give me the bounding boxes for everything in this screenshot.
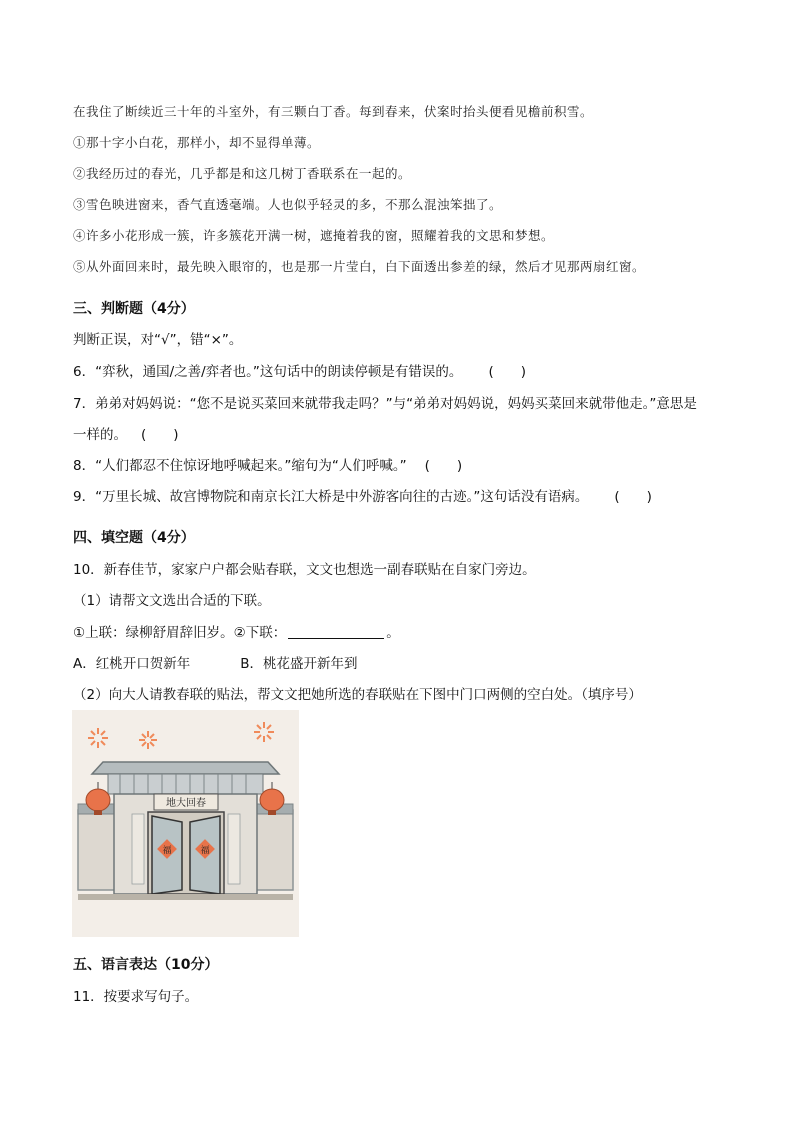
- svg-text:福: 福: [162, 846, 172, 856]
- option-a[interactable]: A．红桃开口贺新年: [73, 656, 191, 672]
- couplet-prefix: ①上联：绿柳舒眉辞旧岁。②下联：: [73, 625, 287, 641]
- question-10: 10．新春佳节，家家户户都会贴春联，文文也想选一副春联贴在自家门旁边。: [73, 562, 536, 578]
- reading-item-5: ⑤从外面回来时，最先映入眼帘的，也是那一片莹白，白下面透出参差的绿，然后才见那两扇红窗。: [73, 259, 646, 274]
- question-7-text: 一样的。: [73, 427, 127, 443]
- question-8-text: 8．“人们都忍不住惊讶地呼喊起来。”缩句为“人们呼喊。”: [73, 458, 407, 474]
- gate-illustration: [72, 710, 299, 937]
- question-9-text: 9．“万里长城、故宫博物院和南京长江大桥是中外游客向往的古迹。”这句话没有语病。: [73, 489, 589, 505]
- question-7-line-2: [73, 425, 179, 445]
- answer-paren-9[interactable]: ( ): [614, 489, 652, 505]
- couplet-line: [73, 623, 400, 643]
- reading-item-2: ②我经历过的春光，几乎都是和这几树丁香联系在一起的。: [73, 166, 412, 181]
- reading-intro: 在我住了断续近三十年的斗室外，有三颗白丁香。每到春来，伏案时抬头便看见檐前积雪。: [73, 104, 594, 119]
- question-10-part-2: （2）向大人请教春联的贴法，帮文文把她所选的春联贴在下图中门口两侧的空白处。（填序号）: [73, 687, 642, 703]
- answer-paren-7[interactable]: ( ): [141, 427, 179, 443]
- couplet-options: [73, 654, 358, 674]
- section-3-instruction: 判断正误，对“√”，错“×”。: [73, 332, 243, 348]
- firework-icon: [88, 722, 274, 749]
- option-b[interactable]: B．桃花盛开新年到: [240, 656, 358, 672]
- question-7-line-1: 7．弟弟对妈妈说：“您不是说买菜回来就带我走吗？”与“弟弟对妈妈说，妈妈买菜回来就带他走。”意思是: [73, 396, 697, 412]
- section-3-title: 三、判断题（4分）: [73, 301, 195, 317]
- svg-text:福: 福: [200, 846, 210, 856]
- question-11: 11．按要求写句子。: [73, 989, 199, 1005]
- question-6-text: 6．“弈秋，通国/之善/弈者也。”这句话中的朗读停顿是有错误的。: [73, 364, 463, 380]
- question-6: [73, 362, 526, 382]
- question-10-part-1: （1）请帮文文选出合适的下联。: [73, 593, 271, 609]
- question-8: [73, 456, 462, 476]
- section-4-title: 四、填空题（4分）: [73, 530, 195, 546]
- answer-paren-8[interactable]: ( ): [424, 458, 463, 474]
- reading-item-4: ④许多小花形成一簇，许多簇花开满一树，遮掩着我的窗，照耀着我的文思和梦想。: [73, 228, 555, 243]
- section-5-title: 五、语言表达（10分）: [73, 957, 219, 973]
- couplet-suffix: 。: [386, 625, 400, 641]
- question-9: [73, 487, 652, 507]
- couplet-slot-right: [228, 814, 240, 884]
- answer-paren-6[interactable]: ( ): [488, 364, 526, 380]
- reading-item-1: ①那十字小白花，那样小，却不显得单薄。: [73, 135, 321, 150]
- couplet-answer-blank[interactable]: [288, 624, 384, 639]
- banner-text: 地大回春: [166, 798, 206, 809]
- couplet-slot-left: [132, 814, 144, 884]
- reading-item-3: ③雪色映进窗来，香气直透毫端。人也似乎轻灵的多，不那么混浊笨拙了。: [73, 197, 503, 212]
